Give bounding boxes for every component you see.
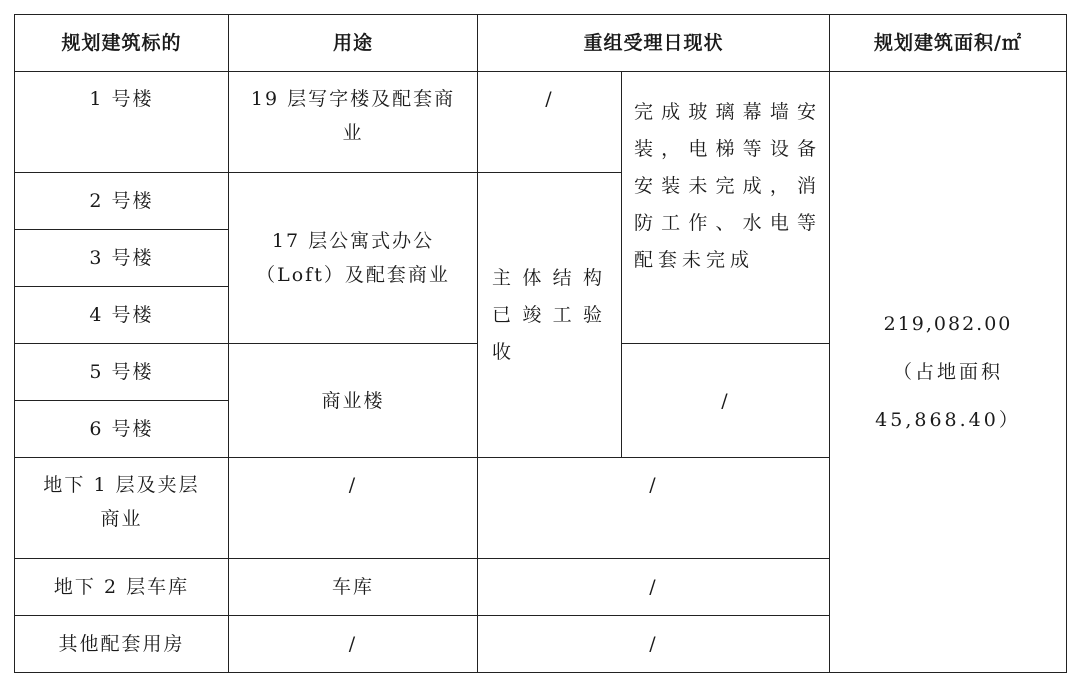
header-usage: 用途 (229, 15, 478, 72)
target-building-1: 1 号楼 (15, 72, 229, 173)
target-building-4: 4 号楼 (15, 287, 229, 344)
header-status: 重组受理日现状 (478, 15, 830, 72)
structure-buildings-2-6: 主体结构已竣工验收 (478, 173, 622, 458)
land-area-note: （占地面积45,868.40） (875, 361, 1021, 431)
usage-buildings-5-6: 商业楼 (229, 344, 478, 458)
target-other: 其他配套用房 (15, 616, 229, 673)
target-basement-2: 地下 2 层车库 (15, 559, 229, 616)
planned-area-value: 219,082.00 (883, 313, 1013, 335)
target-building-2: 2 号楼 (15, 173, 229, 230)
header-target: 规划建筑标的 (15, 15, 229, 72)
usage-basement-1: / (229, 458, 478, 559)
usage-buildings-2-4: 17 层公寓式办公（Loft）及配套商业 (229, 173, 478, 344)
finish-status-buildings-1-4: 完成玻璃幕墙安装，电梯等设备安装未完成，消防工作、水电等配套未完成 (622, 72, 830, 344)
usage-other: / (229, 616, 478, 673)
target-building-3: 3 号楼 (15, 230, 229, 287)
status-other: / (478, 616, 830, 673)
target-basement-1: 地下 1 层及夹层商业 (15, 458, 229, 559)
usage-basement-2: 车库 (229, 559, 478, 616)
usage-building-1: 19 层写字楼及配套商业 (229, 72, 478, 173)
header-row (15, 15, 1067, 72)
status-basement-1: / (478, 458, 830, 559)
structure-building-1: / (478, 72, 622, 173)
table-row-building-1 (15, 72, 1067, 173)
planning-building-table (14, 14, 1067, 673)
header-area: 规划建筑面积/㎡ (830, 15, 1067, 72)
finish-status-buildings-5-6: / (622, 344, 830, 458)
planned-area-cell (830, 72, 1067, 673)
target-building-5: 5 号楼 (15, 344, 229, 401)
target-building-6: 6 号楼 (15, 401, 229, 458)
status-basement-2: / (478, 559, 830, 616)
